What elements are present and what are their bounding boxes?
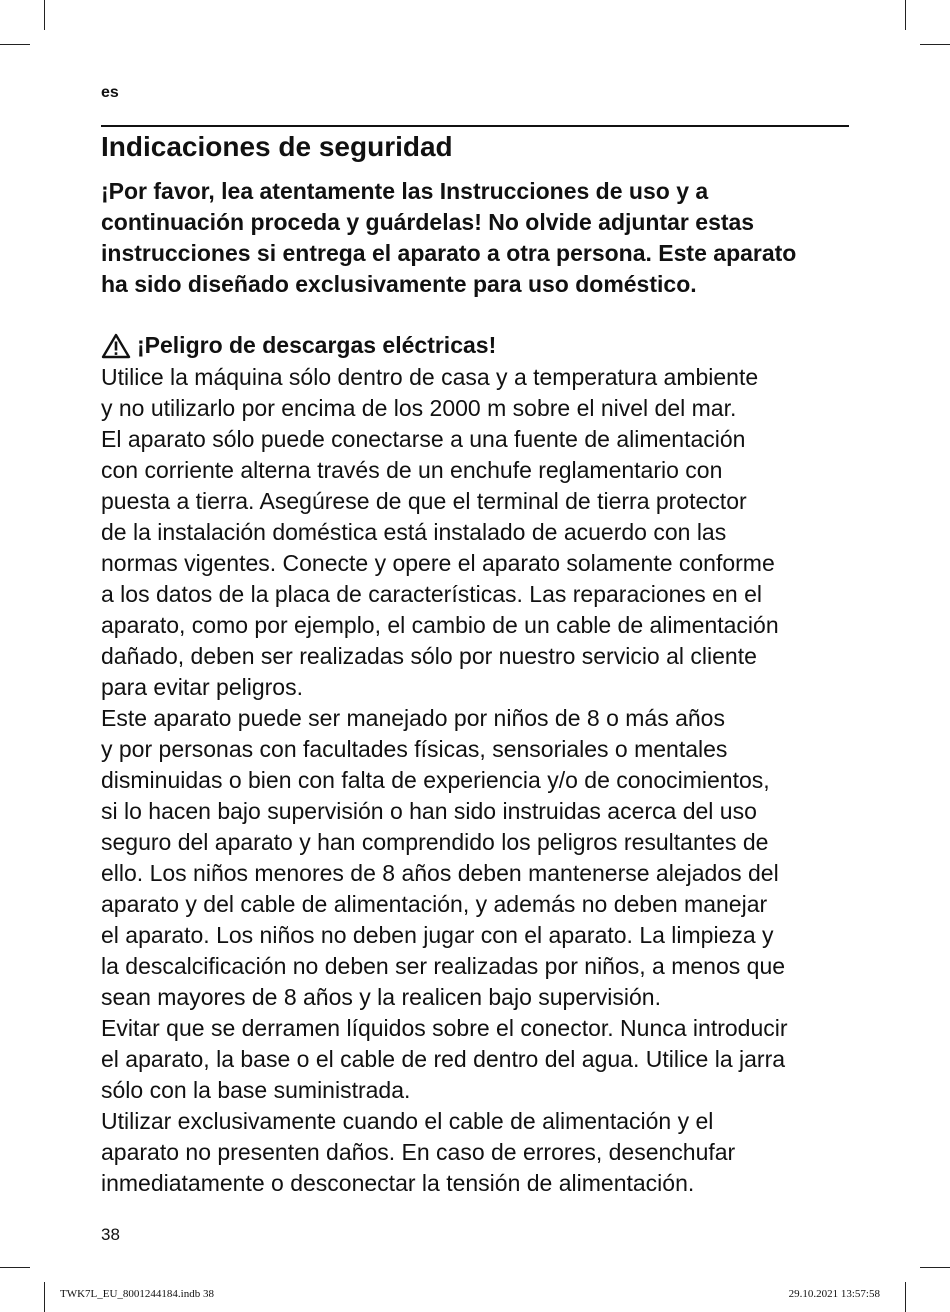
- body-line: puesta a tierra. Asegúrese de que el terminal de tierra protector: [101, 488, 747, 514]
- crop-mark: [0, 44, 30, 45]
- body-line: seguro del aparato y han comprendido los peligros resultantes de: [101, 829, 769, 855]
- warning-heading: [101, 330, 496, 361]
- body-line: inmediatamente o desconectar la tensión de alimentación.: [101, 1170, 695, 1196]
- body-line: dañado, deben ser realizadas sólo por nuestro servicio al cliente: [101, 643, 757, 669]
- page-number: 38: [101, 1225, 120, 1244]
- crop-mark: [905, 1282, 906, 1312]
- intro-line: ha sido diseñado exclusivamente para uso doméstico.: [101, 271, 697, 297]
- intro-paragraph: [101, 176, 861, 300]
- body-text: [101, 362, 861, 1199]
- intro-line: instrucciones si entrega el aparato a otra persona. Este aparato: [101, 240, 797, 266]
- body-line: la descalcificación no deben ser realizadas por niños, a menos que: [101, 953, 786, 979]
- body-line: Evitar que se derramen líquidos sobre el conector. Nunca introducir: [101, 1015, 788, 1041]
- crop-mark: [0, 1267, 30, 1268]
- body-line: Utilizar exclusivamente cuando el cable de alimentación y el: [101, 1108, 714, 1134]
- body-line: sólo con la base suministrada.: [101, 1077, 411, 1103]
- body-line: y no utilizarlo por encima de los 2000 m sobre el nivel del mar.: [101, 395, 737, 421]
- body-line: el aparato. Los niños no deben jugar con el aparato. La limpieza y: [101, 922, 774, 948]
- warning-triangle-icon: [101, 333, 131, 359]
- body-line: a los datos de la placa de características. Las reparaciones en el: [101, 581, 762, 607]
- body-line: El aparato sólo puede conectarse a una fuente de alimentación: [101, 426, 746, 452]
- body-line: ello. Los niños menores de 8 años deben mantenerse alejados del: [101, 860, 779, 886]
- intro-line: ¡Por favor, lea atentamente las Instrucciones de uso y a: [101, 178, 709, 204]
- body-line: aparato no presenten daños. En caso de errores, desenchufar: [101, 1139, 736, 1165]
- intro-line: continuación proceda y guárdelas! No olvide adjuntar estas: [101, 209, 755, 235]
- body-line: Este aparato puede ser manejado por niños de 8 o más años: [101, 705, 725, 731]
- crop-mark: [920, 44, 950, 45]
- warning-title: ¡Peligro de descargas eléctricas!: [137, 332, 497, 358]
- crop-mark: [920, 1267, 950, 1268]
- body-line: aparato y del cable de alimentación, y además no deben manejar: [101, 891, 768, 917]
- body-line: de la instalación doméstica está instalado de acuerdo con las: [101, 519, 727, 545]
- body-line: el aparato, la base o el cable de red dentro del agua. Utilice la jarra: [101, 1046, 786, 1072]
- print-slug-file: TWK7L_EU_8001244184.indb 38: [60, 1288, 214, 1300]
- body-line: y por personas con facultades físicas, sensoriales o mentales: [101, 736, 728, 762]
- crop-mark: [905, 0, 906, 30]
- language-code: es: [101, 84, 119, 101]
- body-line: disminuidas o bien con falta de experiencia y/o de conocimientos,: [101, 767, 770, 793]
- section-title: Indicaciones de seguridad: [101, 131, 453, 162]
- body-line: normas vigentes. Conecte y opere el aparato solamente conforme: [101, 550, 775, 576]
- crop-mark: [44, 0, 45, 30]
- section-rule: [101, 125, 849, 127]
- crop-mark: [44, 1282, 45, 1312]
- body-line: para evitar peligros.: [101, 674, 303, 700]
- body-line: si lo hacen bajo supervisión o han sido instruidas acerca del uso: [101, 798, 757, 824]
- print-slug-timestamp: 29.10.2021 13:57:58: [788, 1288, 880, 1300]
- body-line: sean mayores de 8 años y la realicen bajo supervisión.: [101, 984, 661, 1010]
- body-line: Utilice la máquina sólo dentro de casa y a temperatura ambiente: [101, 364, 759, 390]
- body-line: con corriente alterna través de un enchufe reglamentario con: [101, 457, 723, 483]
- body-line: aparato, como por ejemplo, el cambio de un cable de alimentación: [101, 612, 779, 638]
